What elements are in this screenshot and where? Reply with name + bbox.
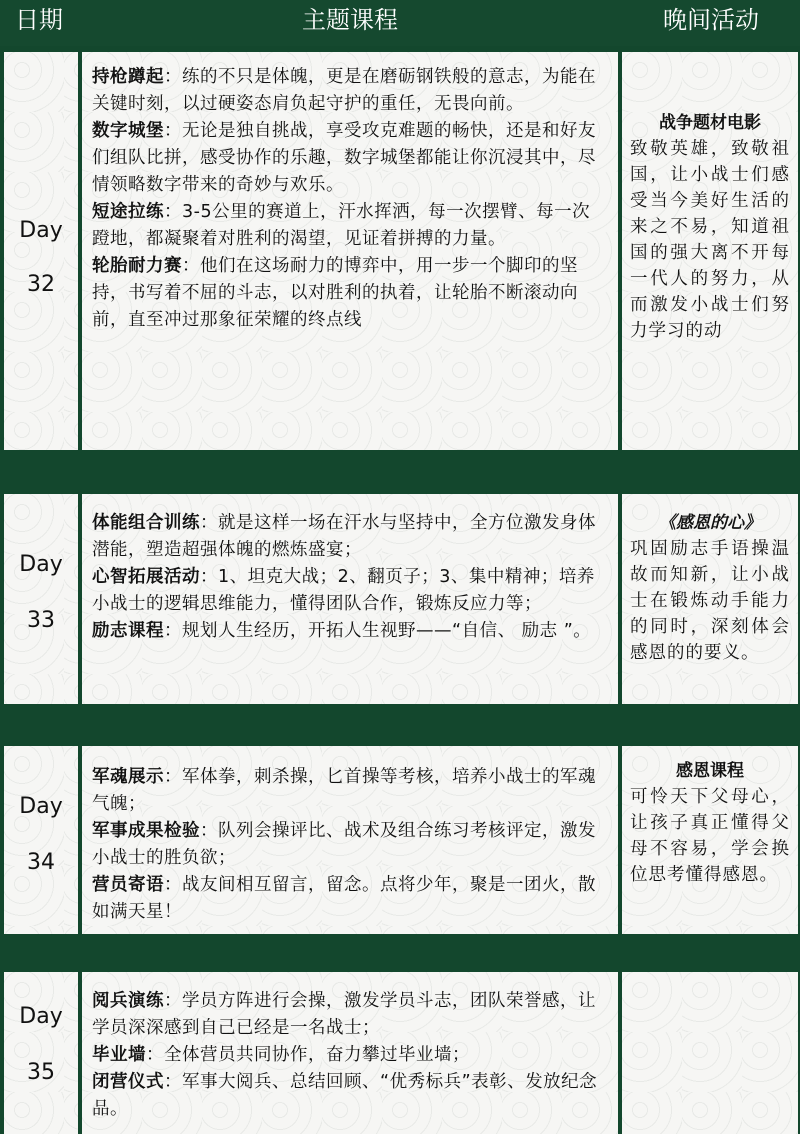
course-item-title: 心智拓展活动: [92, 567, 200, 587]
course-item-text: ：无论是独自挑战，享受攻克难题的畅快，还是和好友们组队比拼，感受协作的乐趣，数字城堡都能让你沉浸其中，尽情领略数字带来的奇妙与欢乐。: [92, 121, 596, 195]
course-cell-34: [82, 746, 618, 934]
course-item-title: 持枪蹲起: [92, 67, 164, 87]
evening-title: 战争题材电影: [659, 113, 761, 133]
course-item-text: ：规划人生经历，开拓人生视野——“自信、 励志 ”。: [164, 621, 592, 641]
course-item-text: ：他们在这场耐力的博弈中，用一步一个脚印的坚持，书写着不屈的斗志，以对胜利的执着，让轮胎不断滚动向前，直至冲过那象征荣耀的终点线: [92, 256, 578, 330]
course-item-text: ：就是这样一场在汗水与坚持中，全方位激发身体潜能，塑造超强体魄的燃炼盛宴；: [92, 513, 596, 560]
course-item-title: 营员寄语: [92, 875, 164, 895]
course-item-title: 阅兵演练: [92, 991, 164, 1011]
course-item: [92, 564, 608, 618]
day-number: 34: [27, 850, 55, 875]
course-item: [92, 872, 608, 926]
course-item-title: 体能组合训练: [92, 513, 200, 533]
course-item-title: 毕业墙: [92, 1045, 146, 1065]
course-item: [92, 764, 608, 818]
course-item: [92, 510, 608, 564]
course-cell-32: [82, 52, 618, 450]
day-label: Day: [19, 552, 63, 577]
course-item-text: ：军体拳，刺杀操，匕首操等考核，培养小战士的军魂气魄；: [92, 767, 596, 814]
course-item-text: ：队列会操评比、战术及组合练习考核评定，激发小战士的胜负欲；: [92, 821, 596, 868]
course-item-title: 轮胎耐力赛: [92, 256, 182, 276]
day-number: 35: [27, 1060, 55, 1085]
header-evening: 晚间活动: [663, 6, 759, 34]
course-item: [92, 618, 608, 645]
course-item-text: ：1、坦克大战；2、翻页子；3、集中精神；培养小战士的逻辑思维能力，懂得团队合作，锻炼反应力等；: [92, 567, 595, 614]
course-item-title: 短途拉练: [92, 202, 164, 222]
evening-text: 巩固励志手语操温故而知新，让小战士在锻炼动手能力的同时，深刻体会感恩的的要义。: [630, 539, 790, 663]
course-item: [92, 818, 608, 872]
day-cell-34: [4, 746, 78, 934]
course-item: [92, 1069, 608, 1123]
course-item-title: 军魂展示: [92, 767, 164, 787]
day-cell-33: [4, 494, 78, 704]
course-item: [92, 253, 608, 334]
evening-cell-32: [622, 52, 798, 450]
course-cell-35: [82, 972, 618, 1134]
course-item-text: ：战友间相互留言，留念。点将少年，聚是一团火，散如满天星！: [92, 875, 596, 922]
course-item-text: ：3-5公里的赛道上，汗水挥洒，每一次摆臂、每一次蹬地，都凝聚着对胜利的渴望，见证着拼搏的力量。: [92, 202, 591, 249]
table-header: [0, 0, 800, 46]
day-label: Day: [19, 218, 63, 243]
course-item-text: ：军事大阅兵、总结回顾、“优秀标兵”表彰、发放纪念品。: [92, 1072, 598, 1119]
course-item-title: 军事成果检验: [92, 821, 200, 841]
header-date: 日期: [15, 6, 63, 34]
day-label: Day: [19, 1004, 63, 1029]
course-item-text: ：全体营员共同协作，奋力攀过毕业墙；: [146, 1045, 470, 1065]
evening-text: 可怜天下父母心，让孩子真正懂得父母不容易，学会换位思考懂得感恩。: [630, 787, 790, 885]
evening-text: 致敬英雄，致敬祖国，让小战士们感受当今美好生活的来之不易，知道祖国的强大离不开每一代人的努力，从而激发小战士们努力学习的动: [630, 139, 790, 341]
course-item: [92, 1042, 608, 1069]
course-item-title: 闭营仪式: [92, 1072, 164, 1092]
header-course: 主题课程: [302, 6, 398, 34]
course-item-text: ：练的不只是体魄，更是在磨砺钢铁般的意志，为能在关键时刻，以过硬姿态肩负起守护的重任，无畏向前。: [92, 67, 596, 114]
evening-cell-33: [622, 494, 798, 704]
course-cell-33: [82, 494, 618, 704]
course-item: [92, 64, 608, 118]
evening-cell-34: [622, 746, 798, 934]
course-item-title: 数字城堡: [92, 121, 164, 141]
day-cell-35: [4, 972, 78, 1134]
day-cell-32: [4, 52, 78, 450]
day-label: Day: [19, 794, 63, 819]
day-number: 32: [27, 272, 55, 297]
course-item-text: ：学员方阵进行会操，激发学员斗志，团队荣誉感，让学员深深感到自己已经是一名战士；: [92, 991, 596, 1038]
evening-title: 感恩课程: [676, 761, 744, 781]
evening-title: 《感恩的心》: [659, 513, 761, 533]
course-item: [92, 199, 608, 253]
course-item: [92, 988, 608, 1042]
day-number: 33: [27, 608, 55, 633]
course-item: [92, 118, 608, 199]
course-item-title: 励志课程: [92, 621, 164, 641]
evening-cell-35: [622, 972, 798, 1134]
